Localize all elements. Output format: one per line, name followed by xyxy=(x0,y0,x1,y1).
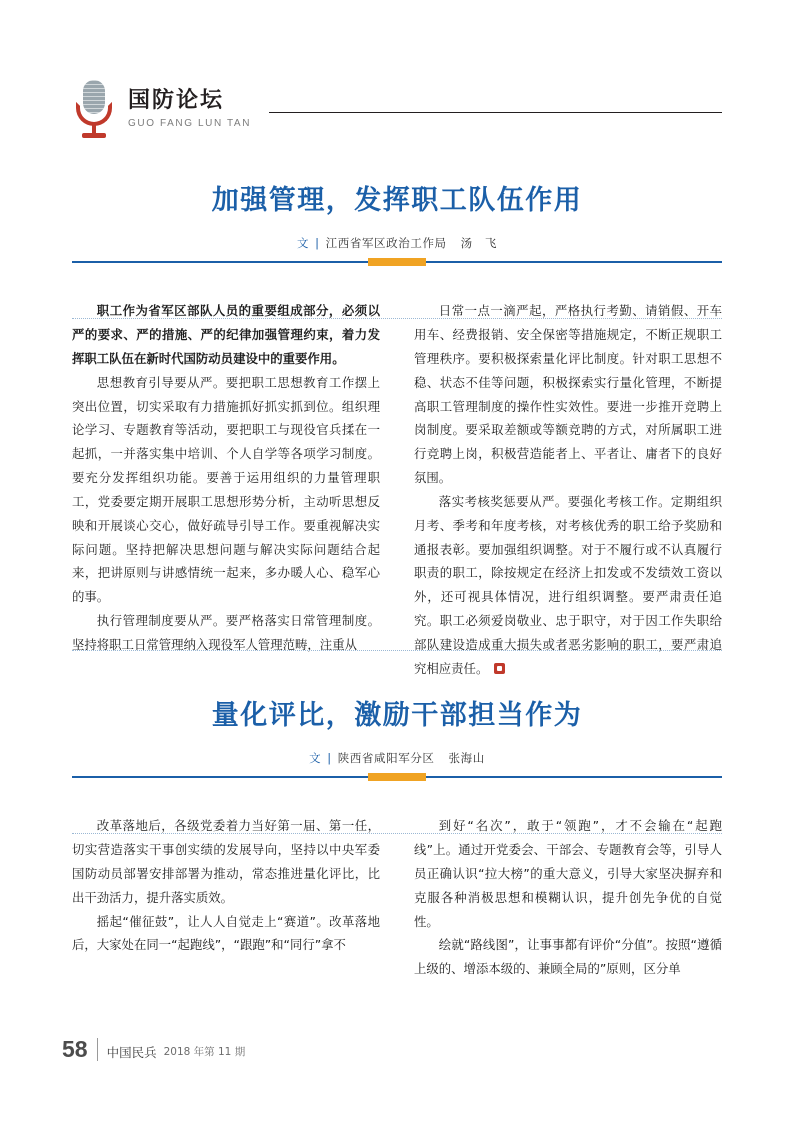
byline-author: 张海山 xyxy=(448,751,485,766)
page-number: 58 xyxy=(62,1036,88,1062)
byline-label: 文 xyxy=(297,236,310,251)
paragraph: 执行管理制度要从严。要严格落实日常管理制度。坚持将职工日常管理纳入现役军人管理范畴，注重从 xyxy=(72,612,380,652)
byline-divider: | xyxy=(327,751,332,766)
article-one-rule xyxy=(72,261,722,263)
column-name-pinyin: GUO FANG LUN TAN xyxy=(128,117,252,129)
article-two-right-column xyxy=(414,814,722,981)
article-two-rule xyxy=(72,776,722,778)
masthead-rule xyxy=(269,112,722,113)
byline-affiliation: 江西省军区政治工作局 xyxy=(325,236,447,251)
paragraph: 绘就“路线图”，让事事都有评价“分值”。按照“遵循上级的、增添本级的、兼顾全局的”原则，区分单 xyxy=(414,937,722,977)
article-one-right-column xyxy=(414,299,722,680)
paragraph: 摇起“催征鼓”，让人人自觉走上“赛道”。改革落地后，大家处在同一“起跑线”，“跟跑”和“同行”拿不 xyxy=(72,913,380,953)
paragraph: 职工作为省军区部队人员的重要组成部分，必须以严的要求、严的措施、严的纪律加强管理约束，着力发挥职工队伍在新时代国防动员建设中的重要作用。 xyxy=(72,303,380,367)
issue-label: 2018 年第 11 期 xyxy=(163,1046,246,1059)
masthead xyxy=(72,78,722,150)
article-two-left-column xyxy=(72,814,380,981)
microphone-icon xyxy=(72,78,116,140)
article-two xyxy=(72,700,722,981)
byline-label: 文 xyxy=(309,751,322,766)
byline-author: 汤 飞 xyxy=(460,236,497,251)
article-one-title: 加强管理，发挥职工队伍作用 xyxy=(211,185,583,216)
paragraph xyxy=(414,490,722,681)
divider-dotted-top xyxy=(72,318,722,319)
column-name-cn: 国防论坛 xyxy=(128,88,225,114)
end-mark-icon xyxy=(494,663,505,674)
byline-affiliation: 陕西省咸阳军分区 xyxy=(337,751,435,766)
article-one-columns xyxy=(72,299,722,680)
article-one-left-column xyxy=(72,299,380,680)
page-footer xyxy=(62,1038,245,1061)
paragraph: 日常一点一滴严起，严格执行考勤、请销假、开车用车、经费报销、安全保密等措施规定，不断正规职工管理秩序。要积极探索量化评比制度。针对职工思想不稳、状态不佳等问题，积极探索实行量化管理，不断提高职工管理制度的操作性实效性。要进一步推开竞聘上岗制度。要采取差额或等额竞聘的方式，对所属职工进行竞聘上岗，积极营造能者上、平者让、庸者下的良好氛围。 xyxy=(414,303,722,486)
divider-dotted-middle xyxy=(72,650,722,651)
article-two-title: 量化评比，激励干部担当作为 xyxy=(211,700,583,731)
paragraph: 到好“名次”，敢于“领跑”，才不会输在“起跑线”上。通过开党委会、干部会、专题教育会等，引导人员正确认识“拉大榜”的重大意义，引导大家坚决摒弃和克服各种消极思想和模糊认识，提升创先争优的自觉性。 xyxy=(414,818,722,929)
paragraph: 改革落地后，各级党委着力当好第一届、第一任，切实营造落实干事创实绩的发展导向，坚持以中央军委国防动员部署安排部署为推动，常态推进量化评比，比出干劲活力，提升落实质效。 xyxy=(72,818,380,905)
divider-dotted-bottom xyxy=(72,833,722,834)
paragraph-text: 落实考核奖惩要从严。要强化考核工作。定期组织月考、季考和年度考核，对考核优秀的职工给予奖励和通报表彰。要加强组织调整。对于不履行或不认真履行职责的职工，除按规定在经济上扣发或不发绩效工资以外，还可视具体情况，进行组织调整。要严肃责任追究。职工必须爱岗敬业、忠于职守，对于因工作失职给部队建设造成重大损失或者恶劣影响的职工，要严肃追究相应责任。 xyxy=(414,493,722,676)
publication-name: 中国民兵 xyxy=(106,1045,157,1061)
article-one-byline xyxy=(72,235,722,251)
footer-divider xyxy=(97,1038,98,1061)
byline-divider: | xyxy=(315,236,320,251)
paragraph: 思想教育引导要从严。要把职工思想教育工作摆上突出位置，切实采取有力措施抓好抓实抓到位。组织理论学习、专题教育等活动，要把职工与现役官兵揉在一起抓，一并落实集中培训、个人自学等各项学习制度。要充分发挥组织功能。要善于运用组织的力量管理职工，党委要定期开展职工思想形势分析，主动听思想反映和开展谈心交心，做好疏导引导工作。要重视解决实际问题。坚持把解决思想问题与解决实际问题结合起来，把讲原则与讲感情统一起来，多办暖人心、稳军心的事。 xyxy=(72,374,380,605)
article-two-columns xyxy=(72,814,722,981)
article-one xyxy=(72,185,722,680)
article-two-byline xyxy=(72,750,722,766)
